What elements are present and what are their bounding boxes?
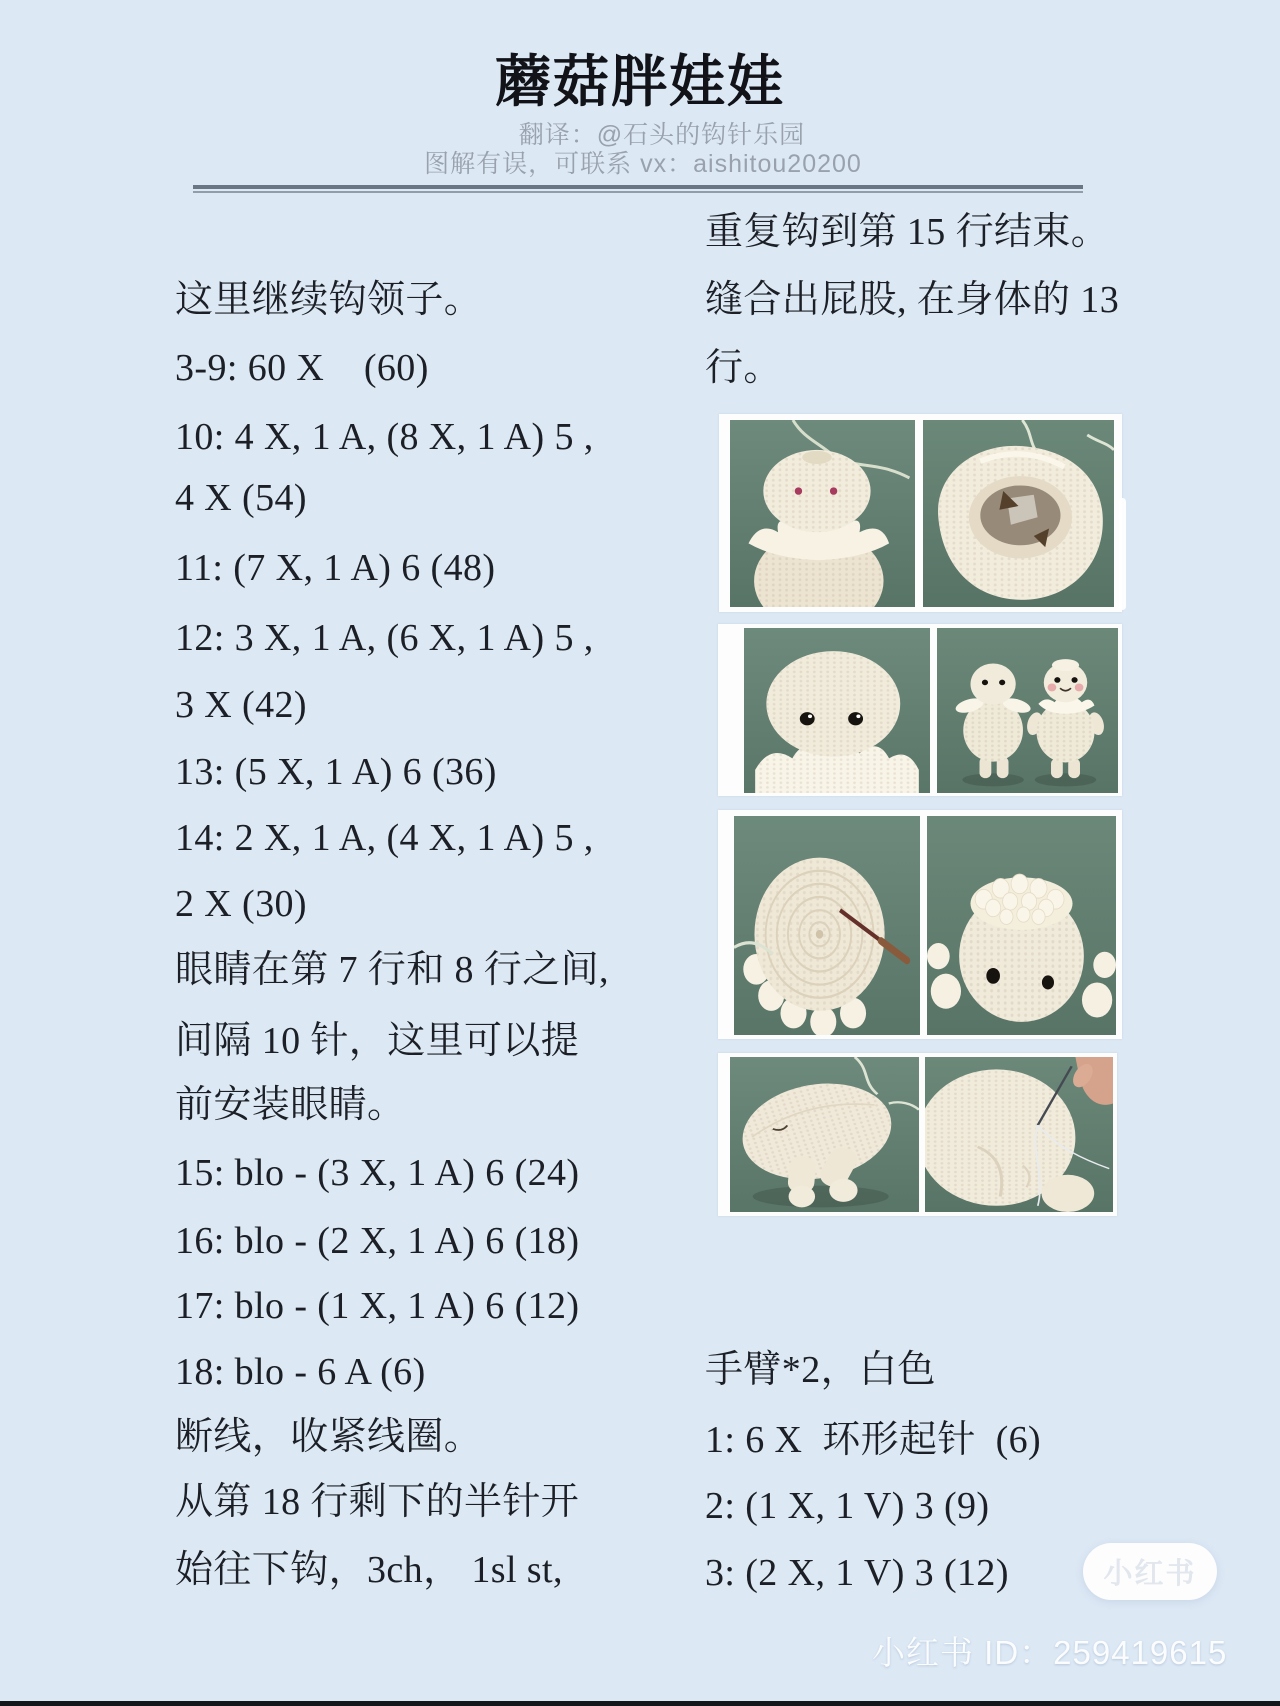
translator-credit: 翻译：@石头的钩针乐园 <box>518 121 806 149</box>
photo-sphere-with-hook <box>734 816 920 1035</box>
photo-card <box>719 414 1122 612</box>
instruction-line: 2 X (30) <box>175 883 307 925</box>
instruction-line: 14: 2 X, 1 A, (4 X, 1 A) 5 , <box>175 817 594 859</box>
instruction-line: 前安装眼睛。 <box>175 1084 406 1126</box>
xiaohongshu-id-watermark: 小红书 ID：259419615 <box>872 1634 1228 1671</box>
instruction-line: 这里继续钩领子。 <box>175 279 483 321</box>
instruction-line: 从第 18 行剩下的半针开 <box>175 1481 580 1523</box>
instruction-line: 间隔 10 针，这里可以提 <box>175 1020 580 1062</box>
instruction-line: 行。 <box>705 347 782 389</box>
photo-body-with-legs <box>730 1057 919 1212</box>
divider-thick-line <box>193 185 1083 189</box>
photo-card <box>718 624 1122 796</box>
instruction-line: 2: (1 X, 1 V) 3 (9) <box>705 1485 990 1527</box>
instruction-line: 3: (2 X, 1 V) 3 (12) <box>705 1552 1009 1594</box>
page-title: 蘑菇胖娃娃 <box>495 50 785 113</box>
photo-two-dolls <box>937 628 1118 793</box>
instruction-line: 17: blo - (1 X, 1 A) 6 (12) <box>175 1285 580 1327</box>
contact-note: 图解有误，可联系 vx：aishitou20200 <box>424 150 862 178</box>
instruction-line: 重复钩到第 15 行结束。 <box>705 211 1110 253</box>
photo-card <box>718 810 1122 1039</box>
photo-head-pin-eyes <box>730 420 915 607</box>
bottom-edge-bar <box>0 1701 1280 1706</box>
instruction-line: 10: 4 X, 1 A, (8 X, 1 A) 5 , <box>175 416 594 458</box>
photo-face-closeup <box>744 628 930 793</box>
instruction-line: 始往下钩，3ch， 1sl st, <box>175 1549 563 1591</box>
instruction-line: 1: 6 X 环形起针 (6) <box>705 1419 1042 1461</box>
photo-cap-head <box>927 816 1116 1035</box>
instruction-line: 4 X (54) <box>175 477 307 519</box>
divider-thin-line <box>193 191 1083 193</box>
instruction-line: 16: blo - (2 X, 1 A) 6 (18) <box>175 1220 580 1262</box>
photo-card <box>718 1053 1117 1216</box>
instruction-line: 眼睛在第 7 行和 8 行之间, <box>175 949 609 991</box>
photo-inside-out-piece <box>923 420 1114 607</box>
header-divider <box>193 185 1083 195</box>
xiaohongshu-logo-badge: 小红书 <box>1083 1543 1217 1600</box>
instruction-line: 15: blo - (3 X, 1 A) 6 (24) <box>175 1152 580 1194</box>
instruction-line: 断线，收紧线圈。 <box>175 1416 483 1458</box>
instruction-line: 缝合出屁股, 在身体的 13 <box>705 279 1120 321</box>
instruction-line: 12: 3 X, 1 A, (6 X, 1 A) 5 , <box>175 617 594 659</box>
instruction-line: 3 X (42) <box>175 684 307 726</box>
photo-sewing-butt <box>925 1057 1113 1212</box>
scrollbar-thumb[interactable] <box>1119 498 1126 610</box>
instruction-line: 11: (7 X, 1 A) 6 (48) <box>175 547 496 589</box>
instruction-line: 手臂*2，白色 <box>705 1349 936 1391</box>
instruction-line: 13: (5 X, 1 A) 6 (36) <box>175 751 497 793</box>
instruction-line: 18: blo - 6 A (6) <box>175 1351 426 1393</box>
instruction-line: 3-9: 60 X (60) <box>175 347 429 389</box>
